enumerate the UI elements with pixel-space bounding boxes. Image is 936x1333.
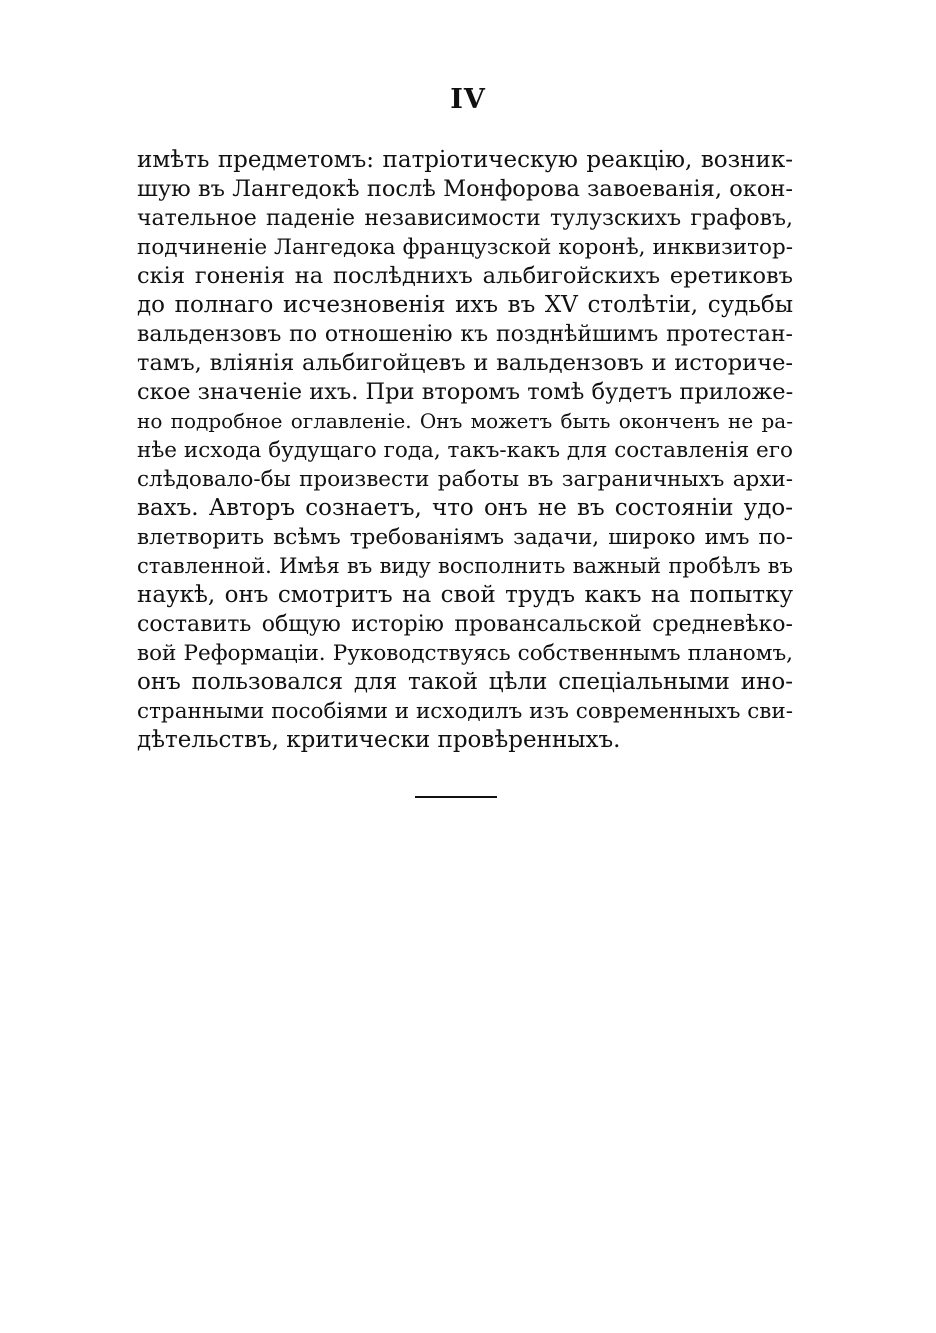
text-line-20: странными пособіями и исходилъ изъ современныхъ сви-	[137, 699, 793, 724]
body-paragraph	[137, 146, 793, 755]
text-line-9: ское значеніе ихъ. При второмъ томѣ будетъ приложе-	[137, 379, 794, 405]
text-line-21: дѣтельствъ, критически провѣренныхъ.	[137, 727, 621, 753]
text-line-17: составить общую исторію провансальской средневѣко-	[137, 612, 793, 637]
text-line-3: чательное паденіе независимости тулузскихъ графовъ,	[137, 206, 793, 231]
text-line-4: подчиненіе Лангедока французской коронѣ, инквизитор-	[137, 235, 793, 260]
text-line-12: слѣдовало-бы произвести работы въ заграничныхъ архи-	[137, 467, 793, 492]
text-line-16: наукѣ, онъ смотритъ на свой трудъ какъ на попытку	[137, 582, 793, 608]
section-divider	[415, 796, 497, 798]
text-line-6: до полнаго исчезновенія ихъ въ XV столѣтіи, судьбы	[137, 292, 793, 318]
text-line-11: нѣе исхода будущаго года, такъ-какъ для составленія его	[137, 438, 793, 463]
text-line-14: влетворить всѣмъ требованіямъ задачи, широко имъ по-	[137, 525, 793, 550]
text-line-15: ставленной. Имѣя въ виду восполнить важный пробѣлъ въ	[137, 554, 793, 578]
text-line-7: вальдензовъ по отношенію къ позднѣйшимъ протестан-	[137, 322, 793, 347]
text-line-8: тамъ, вліянія альбигойцевъ и вальдензовъ и историче-	[137, 350, 793, 376]
page-number: IV	[450, 84, 486, 115]
text-line-1: имѣть предметомъ: патріотическую реакцію, возник-	[137, 147, 793, 173]
text-line-19: онъ пользовался для такой цѣли спеціальными ино-	[137, 669, 793, 695]
text-line-2: шую въ Лангедокѣ послѣ Монфорова завоеванія, окон-	[137, 176, 793, 202]
text-line-10: но подробное оглавленіе. Онъ можетъ быть оконченъ не ра-	[137, 409, 793, 433]
text-line-5: скія гоненія на послѣднихъ альбигойскихъ еретиковъ	[137, 263, 793, 289]
text-line-18: вой Реформаціи. Руководствуясь собственнымъ планомъ,	[137, 641, 793, 666]
text-line-13: вахъ. Авторъ сознаетъ, что онъ не въ состояніи удо-	[137, 495, 793, 521]
